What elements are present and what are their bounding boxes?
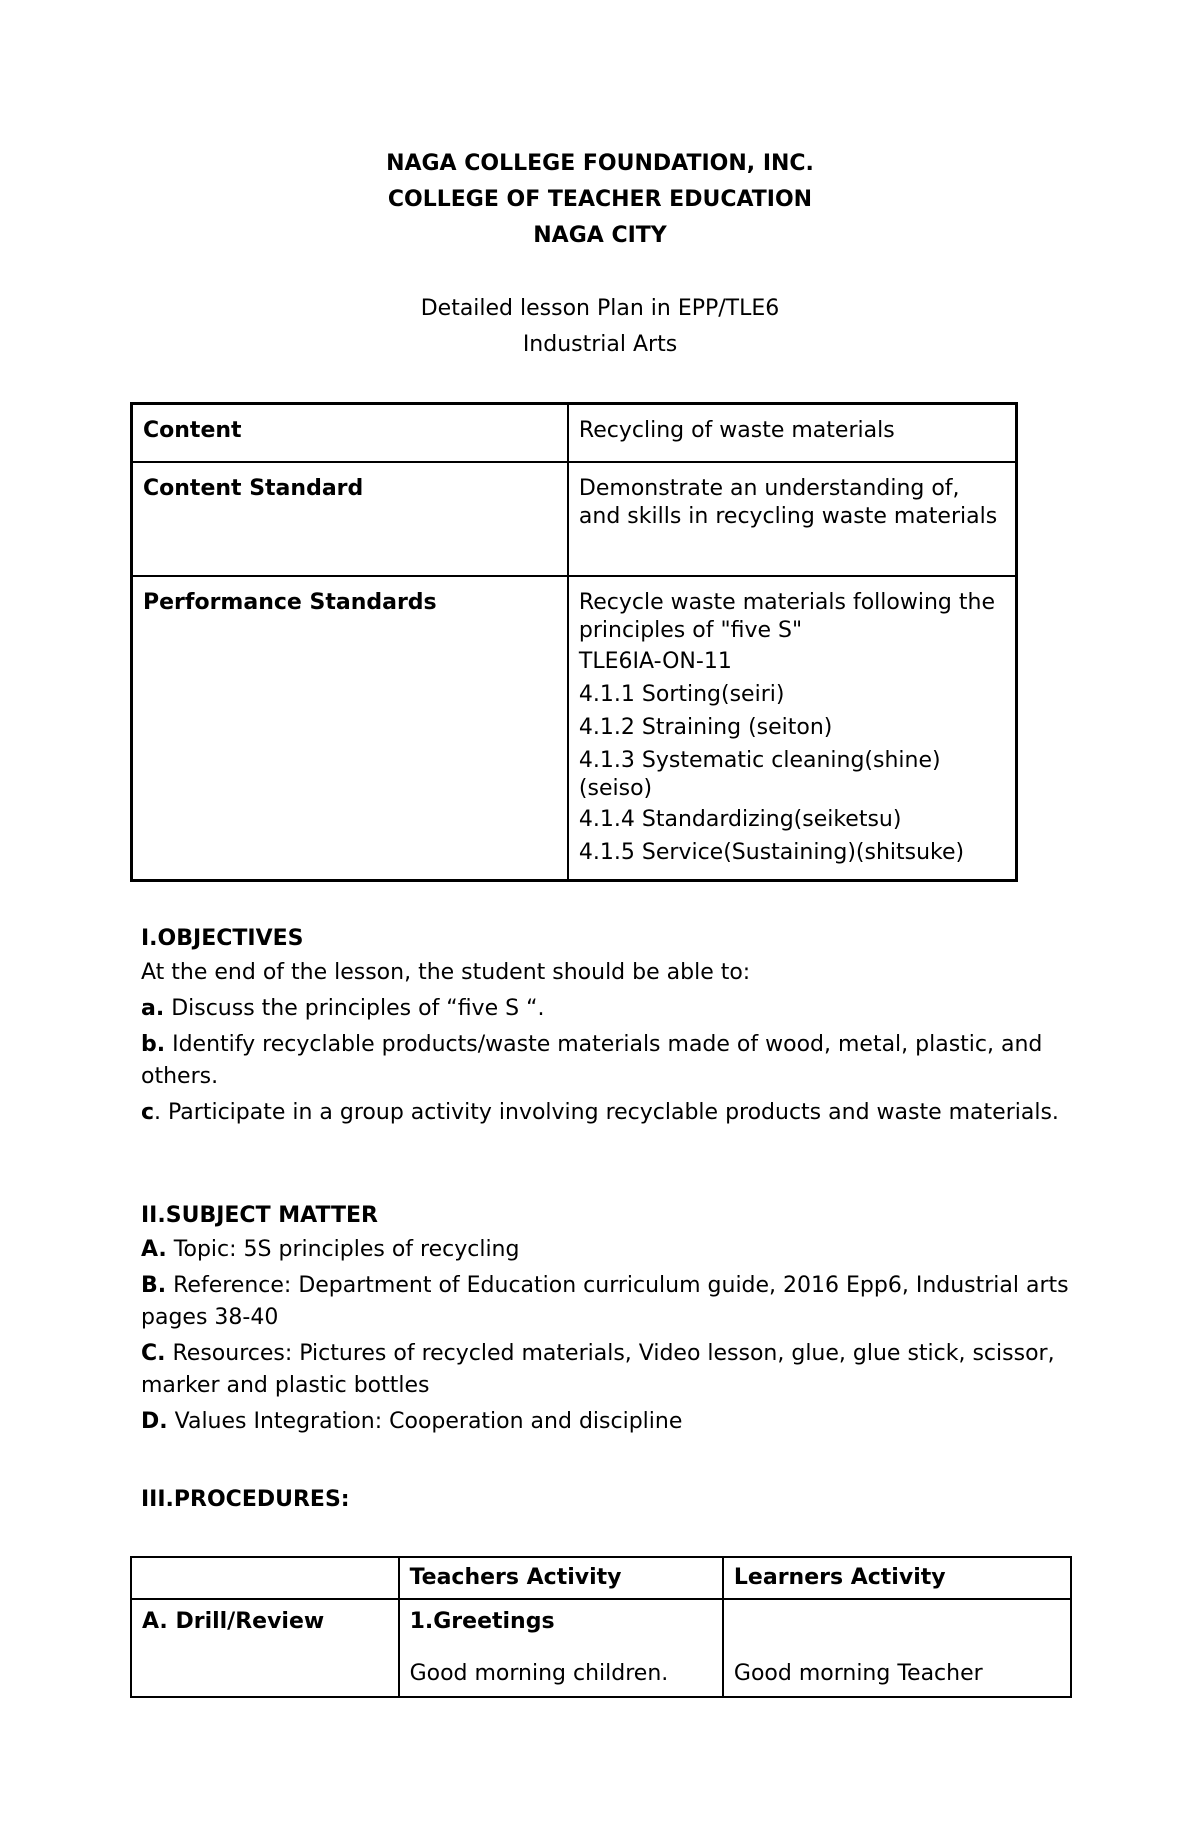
content-value: Recycling of waste materials (568, 404, 1017, 463)
performance-intro: Recycle waste materials following the principles of "five S" (578, 590, 995, 643)
list-item (141, 1097, 1081, 1129)
drill-review-label: A. Drill/Review (131, 1599, 399, 1697)
greetings-title: 1.Greetings (409, 1609, 555, 1634)
list-text: Topic: 5S principles of recycling (166, 1237, 520, 1262)
list-text: Discuss the principles of “five S “. (164, 996, 545, 1021)
procedures-section (141, 1482, 1081, 1518)
header-line-3: NAGA CITY (533, 223, 667, 248)
list-item (141, 1406, 1081, 1438)
list-item: 4.1.2 Straining (seiton) (578, 715, 833, 740)
table-row (132, 576, 1017, 881)
teacher-greeting-text: Good morning children. (409, 1661, 669, 1686)
subtitle-line-1: Detailed lesson Plan in EPP/TLE6 (420, 296, 780, 321)
performance-code: TLE6IA-ON-11 (578, 649, 732, 674)
subject-matter-section (141, 1198, 1081, 1442)
header-teachers-activity: Teachers Activity (399, 1557, 723, 1599)
list-text: Resources: Pictures of recycled materials, Video lesson, glue, glue stick, scissor, marker and plastic bottles (141, 1341, 1055, 1398)
institution-header (0, 146, 1200, 254)
list-item: 4.1.4 Standardizing(seiketsu) (578, 807, 902, 832)
header-cell-empty (131, 1557, 399, 1599)
learner-activity-cell (723, 1599, 1071, 1697)
content-label: Content (132, 404, 568, 463)
procedures-heading: III.PROCEDURES: (141, 1487, 350, 1512)
content-standard-value: Demonstrate an understanding of, and skills in recycling waste materials (568, 462, 1017, 576)
list-item (141, 1234, 1081, 1266)
list-text: Identify recyclable products/waste materials made of wood, metal, plastic, and others. (141, 1032, 1043, 1089)
list-marker: a. (141, 996, 165, 1021)
table-row (132, 404, 1017, 463)
list-marker: B. (141, 1273, 167, 1298)
content-standard-label: Content Standard (132, 462, 568, 576)
table-row (131, 1599, 1071, 1697)
list-marker: C. (141, 1341, 166, 1366)
learner-greeting-text: Good morning Teacher (733, 1661, 983, 1686)
objectives-heading: I.OBJECTIVES (141, 926, 304, 951)
list-marker: c (141, 1100, 155, 1125)
list-item (141, 1029, 1081, 1093)
list-item: 4.1.3 Systematic cleaning(shine) (seiso) (578, 748, 941, 801)
header-line-1: NAGA COLLEGE FOUNDATION, INC. (386, 151, 814, 176)
procedures-table (130, 1556, 1072, 1698)
header-line-2: COLLEGE OF TEACHER EDUCATION (387, 187, 813, 212)
list-item (141, 1338, 1081, 1402)
performance-standards-label: Performance Standards (132, 576, 568, 881)
list-text: . Participate in a group activity involving recyclable products and waste materials. (154, 1100, 1059, 1125)
performance-standards-value (568, 576, 1017, 881)
table-header-row (131, 1557, 1071, 1599)
objectives-intro: At the end of the lesson, the student should be able to: (141, 960, 751, 985)
list-item: 4.1.5 Service(Sustaining)(shitsuke) (578, 840, 965, 865)
teacher-activity-cell (399, 1599, 723, 1697)
lesson-plan-title (0, 291, 1200, 363)
list-marker: b. (141, 1032, 166, 1057)
subtitle-line-2: Industrial Arts (522, 332, 678, 357)
table-row (132, 462, 1017, 576)
objectives-section (141, 921, 1081, 1133)
list-marker: D. (141, 1409, 168, 1434)
subject-matter-heading: II.SUBJECT MATTER (141, 1203, 378, 1228)
standards-table (130, 402, 1018, 882)
list-text: Values Integration: Cooperation and discipline (167, 1409, 683, 1434)
list-marker: A. (141, 1237, 167, 1262)
list-text: Reference: Department of Education curriculum guide, 2016 Epp6, Industrial arts pages 38-40 (141, 1273, 1069, 1330)
header-learners-activity: Learners Activity (723, 1557, 1071, 1599)
list-item (141, 1270, 1081, 1334)
list-item: 4.1.1 Sorting(seiri) (578, 682, 785, 707)
list-item (141, 993, 1081, 1025)
